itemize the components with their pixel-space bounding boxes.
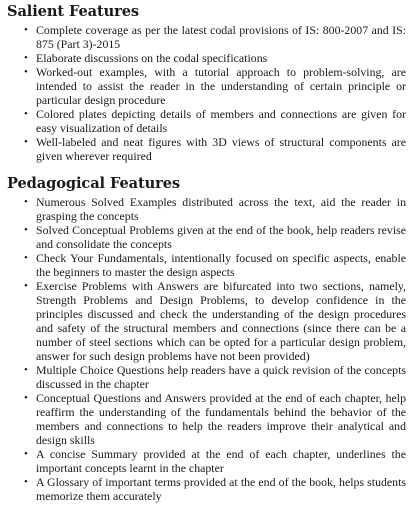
pedagogical-features-list	[7, 195, 406, 503]
bullet-icon: •	[24, 108, 28, 120]
list-item-text: Worked-out examples, with a tutorial approach to problem-solving, are intended to assist the reader in the understanding of certain principle or particular design procedure	[36, 65, 406, 107]
list-item-text: Well-labeled and neat figures with 3D views of structural components are given wherever required	[36, 135, 406, 163]
list-item	[7, 391, 406, 447]
list-item	[7, 65, 406, 107]
list-item	[7, 135, 406, 163]
pedagogical-features-heading: Pedagogical Features	[7, 175, 181, 192]
bullet-icon: •	[24, 52, 28, 64]
list-item	[7, 475, 406, 503]
bullet-icon: •	[24, 224, 28, 236]
list-item	[7, 51, 406, 65]
list-item	[7, 23, 406, 51]
list-item	[7, 223, 406, 251]
list-item-text: Multiple Choice Questions help readers have a quick revision of the concepts discussed in the chapter	[36, 363, 406, 391]
list-item	[7, 279, 406, 363]
bullet-icon: •	[24, 476, 28, 488]
list-item-text: A concise Summary provided at the end of each chapter, underlines the important concepts learnt in the chapter	[36, 447, 406, 475]
list-item	[7, 195, 406, 223]
bullet-icon: •	[24, 196, 28, 208]
bullet-icon: •	[24, 364, 28, 376]
list-item-text: Numerous Solved Examples distributed across the text, aid the reader in grasping the concepts	[36, 195, 406, 223]
list-item	[7, 251, 406, 279]
list-item	[7, 363, 406, 391]
list-item-text: Elaborate discussions on the codal specifications	[36, 51, 268, 65]
bullet-icon: •	[24, 392, 28, 404]
bullet-icon: •	[24, 280, 28, 292]
bullet-icon: •	[24, 66, 28, 78]
list-item-text: Conceptual Questions and Answers provided at the end of each chapter, help reaffirm the understanding of the fundamentals behind the behavior of the members and connections to help the readers improve their analytical and design skills	[36, 391, 406, 447]
list-item-text: Solved Conceptual Problems given at the end of the book, help readers revise and consolidate the concepts	[36, 223, 406, 251]
list-item	[7, 447, 406, 475]
list-item	[7, 107, 406, 135]
list-item-text: Check Your Fundamentals, intentionally focused on specific aspects, enable the beginners to master the design aspects	[36, 251, 406, 279]
bullet-icon: •	[24, 252, 28, 264]
list-item-text: Colored plates depicting details of members and connections are given for easy visualization of details	[36, 107, 406, 135]
list-item-text: Complete coverage as per the latest codal provisions of IS: 800-2007 and IS: 875 (Part 3)-2015	[36, 23, 406, 51]
bullet-icon: •	[24, 448, 28, 460]
bullet-icon: •	[24, 24, 28, 36]
salient-features-heading: Salient Features	[7, 3, 140, 20]
salient-features-list	[7, 23, 406, 163]
bullet-icon: •	[24, 136, 28, 148]
list-item-text: A Glossary of important terms provided at the end of the book, helps students memorize them accurately	[36, 475, 406, 503]
list-item-text: Exercise Problems with Answers are bifurcated into two sections, namely, Strength Problems and Design Problems, to develop confidence in the principles discussed and check the understanding of the design procedures and safety of the structural members and connections (since there can be a number of steel sections which can be opted for a particular design problem, answer for such design problems have not been provided)	[36, 279, 406, 363]
